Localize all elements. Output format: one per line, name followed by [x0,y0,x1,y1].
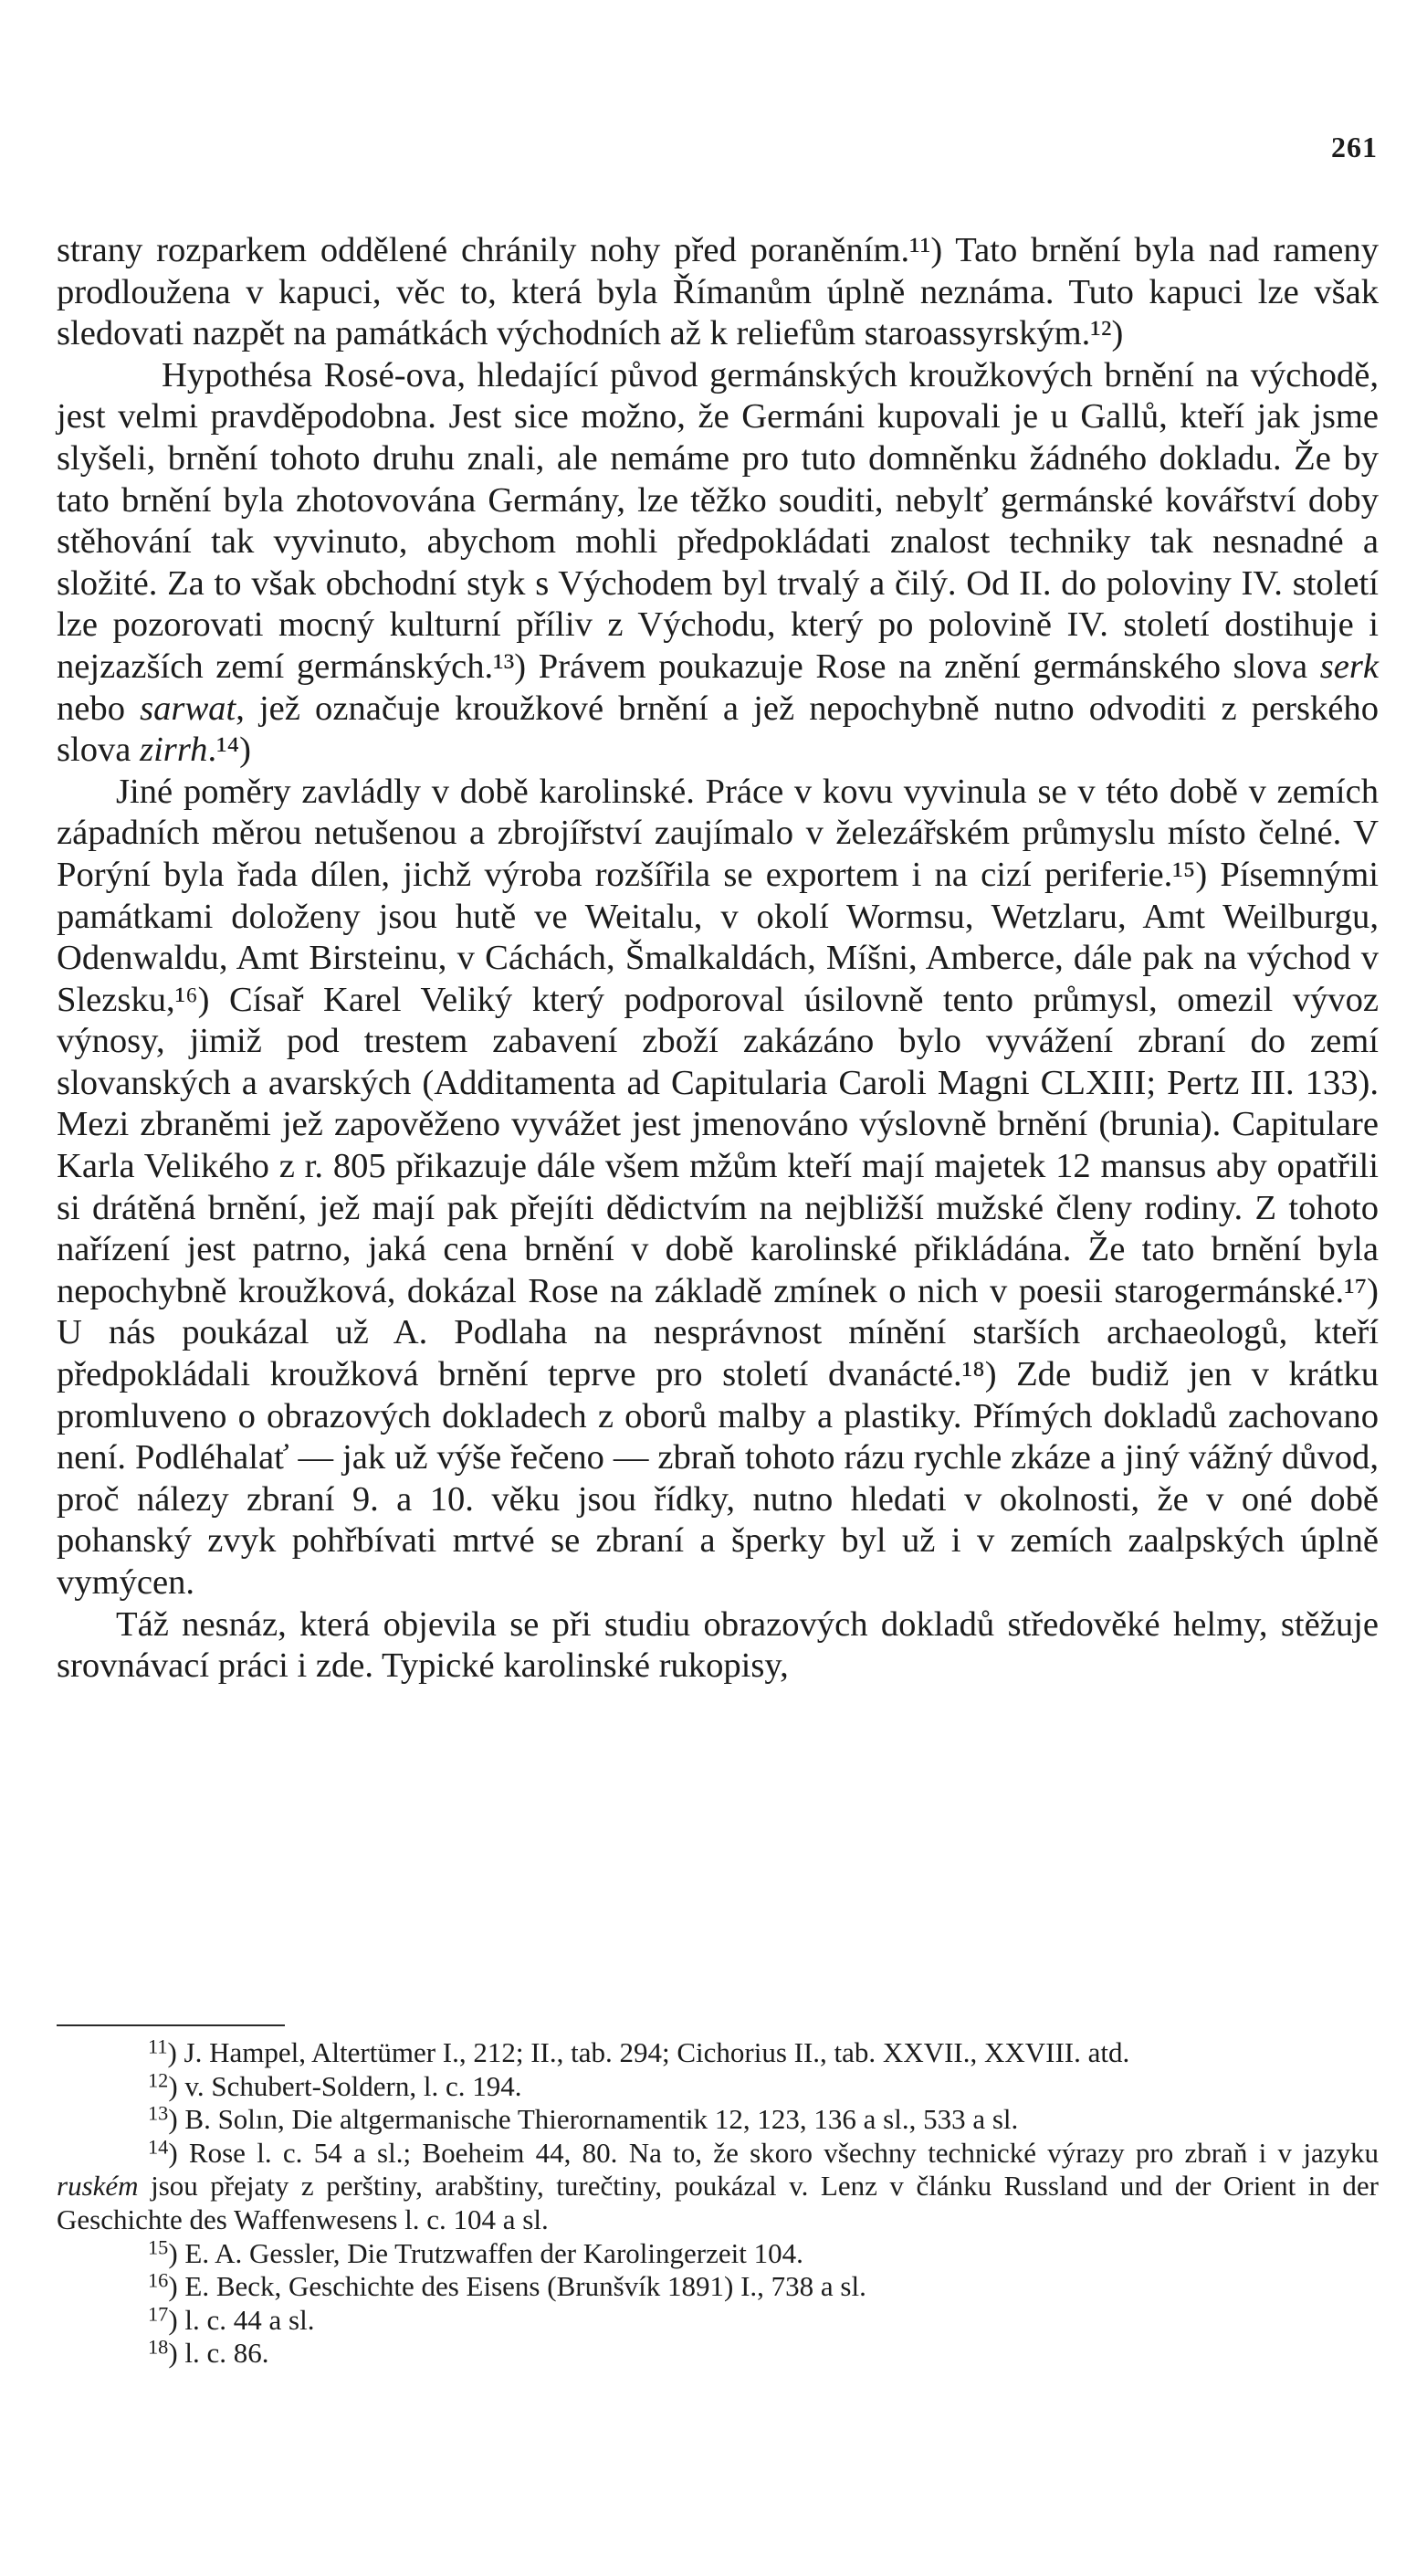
page-number: 261 [1331,131,1378,163]
footnote-12 [57,2070,1379,2104]
word-serk: serk [1319,647,1379,686]
paragraph-4: Táž nesnáz, která objevila se při studiu obrazových dokladů středověké helmy, stěžuje srovnávací práci i zde. Typické karolinské rukopisy, [57,1604,1379,1686]
footnotes [57,2036,1379,2371]
footnote-text: ) B. Solın, Die altgermanische Thierornamentik 12, 123, 136 a sl., 533 a sl. [168,2103,1019,2136]
word-sarwat: sarwat [140,689,236,728]
footnote-16 [57,2270,1379,2304]
footnote-mark: 13 [148,2101,169,2125]
footnote-11 [57,2036,1379,2070]
connector: nebo [57,689,141,728]
paragraph-2-middle: , jež označuje kroužkové brnění a jež nepochybně nutno odvoditi z perského slova [57,689,1379,770]
paragraph-2-main: Hypothésa Rosé-ova, hledající původ germánských kroužkových brnění na východě, jest velmi pravděpodobna. Jest sice možno, že Germáni kupovali je u Gallů, kteří jak jsme slyšeli, brnění tohoto druhu znali, ale nemáme pro tuto domněnku žádného dokladu. Že by tato brnění byla zhotovována Germány, lze těžko souditi, nebylť germánské kovářství doby stěhování tak vyvinuto, abychom mohli předpokládati znalost techniky tak nesnadné a složité. Za to však obchodní styk s Východem byl trvalý a čilý. Od II. do poloviny IV. století lze pozorovati mocný kulturní příliv z Východu, který po polovině IV. století dostihuje i nejzazších zemí germánských.¹³) Právem poukazuje Rose na znění germánského slova [57,355,1379,686]
footnote-text: ) E. A. Gessler, Die Trutzwaffen der Karolingerzeit 104. [168,2236,803,2269]
footnote-17 [57,2304,1379,2338]
paragraph-3: Jiné poměry zavládly v době karolinské. Práce v kovu vyvinula se v této době v zemích západních měrou netušenou a zbrojířství zaujímalo v železářském průmyslu místo čelné. V Porýní byla řada dílen, jichž výroba rozšířila se exportem i na cizí periferie.¹⁵) Písemnými památkami doloženy jsou hutě ve Weitalu, v okolí Wormsu, Wetzlaru, Amt Weilburgu, Odenwaldu, Amt Birsteinu, v Cáchách, Šmalkaldách, Míšni, Amberce, dále pak na východ v Slezsku,¹⁶) Císař Karel Veliký který podporoval úsilovně tento průmysl, omezil vývoz výnosy, jimiž pod trestem zabavení zboží zakázáno bylo vyvážení zbraní do zemí slovanských a avarských (Additamenta ad Capitularia Caroli Magni CLXIII; Pertz III. 133). Mezi zbraněmi jež zapověženo vyvážet jest jmenováno výslovně brnění (brunia). Capitulare Karla Velikého z r. 805 přikazuje dále všem mžům kteří mají majetek 12 mansus aby opatřili si drátěná brnění, jež mají pak přejíti dědictvím na nejbližší mužské členy rodiny. Z tohoto nařízení jest patrno, jaká cena brnění v době karolinské přikládána. Že tato brnění byla nepochybně kroužková, dokázal Rose na základě zmínek o nich v poesii starogermánské.¹⁷) U nás poukázal už A. Podlaha na nesprávnost mínění starších archaeologů, kteří předpokládali kroužková brnění teprve pro století dvanácté.¹⁸) Zde budiž jen v krátku promluveno o obrazových dokladech z oborů malby a plastiky. Přímých dokladů zachovano není. Podléhalať — jak už výše řečeno — zbraň tohoto rázu rychle zkáze a jiný vážný důvod, proč nálezy zbraní 9. a 10. věku jsou řídky, nutno hledati v okolnosti, že v oné době pohanský zvyk pohřbívati mrtvé se zbraní a šperky byl už i v zemích zaalpských úplně vymýcen. [57,772,1379,1602]
footnote-text: ) l. c. 44 a sl. [168,2303,315,2336]
footnote-text: ) l. c. 86. [168,2337,269,2370]
footnote-mark: 16 [148,2268,169,2292]
footnote-mark: 14 [148,2135,169,2159]
footnote-text: ) E. Beck, Geschichte des Eisens (Brunšvík 1891) I., 738 a sl. [168,2270,866,2303]
footnote-mark: 12 [148,2068,169,2092]
footnote-mark: 18 [148,2335,169,2359]
body-text [57,230,1379,1688]
footnote-14 [57,2137,1379,2237]
paragraph-2-end: .¹⁴) [207,731,251,770]
footnote-mark: 15 [148,2235,169,2259]
footnote-mark: 17 [148,2302,169,2326]
footnote-13 [57,2103,1379,2137]
footnote-18 [57,2337,1379,2371]
footnote-text: ) v. Schubert-Soldern, l. c. 194. [168,2069,522,2102]
footnote-text: ) J. Hampel, Altertümer I., 212; II., tab. 294; Cichorius II., tab. XXVII., XXVIII. atd. [167,2036,1130,2068]
footnote-15 [57,2237,1379,2271]
footnote-text-end: jsou přejaty z perštiny, arabštiny, turečtiny, poukázal v. Lenz v článku Russland und der Orient in der Geschichte des Waffenwesens l. c. 104 a sl. [57,2170,1379,2235]
footnote-separator [57,2024,285,2026]
footnote-italic-word: ruském [57,2170,139,2203]
word-zirrh: zirrh [140,731,208,770]
footnote-mark: 11 [148,2035,168,2058]
paragraph-1: strany rozparkem oddělené chránily nohy před poraněním.¹¹) Tato brnění byla nad rameny prodloužena v kapuci, věc to, která byla Římanům úplně neznáma. Tuto kapuci lze však sledovati nazpět na památkách východních až k reliefům staroassyrským.¹²) [57,231,1379,353]
footnote-text: ) Rose l. c. 54 a sl.; Boeheim 44, 80. Na to, že skoro všechny technické výrazy pro zbraň i v jazyku [168,2136,1379,2169]
paragraph-2 [57,355,1379,772]
